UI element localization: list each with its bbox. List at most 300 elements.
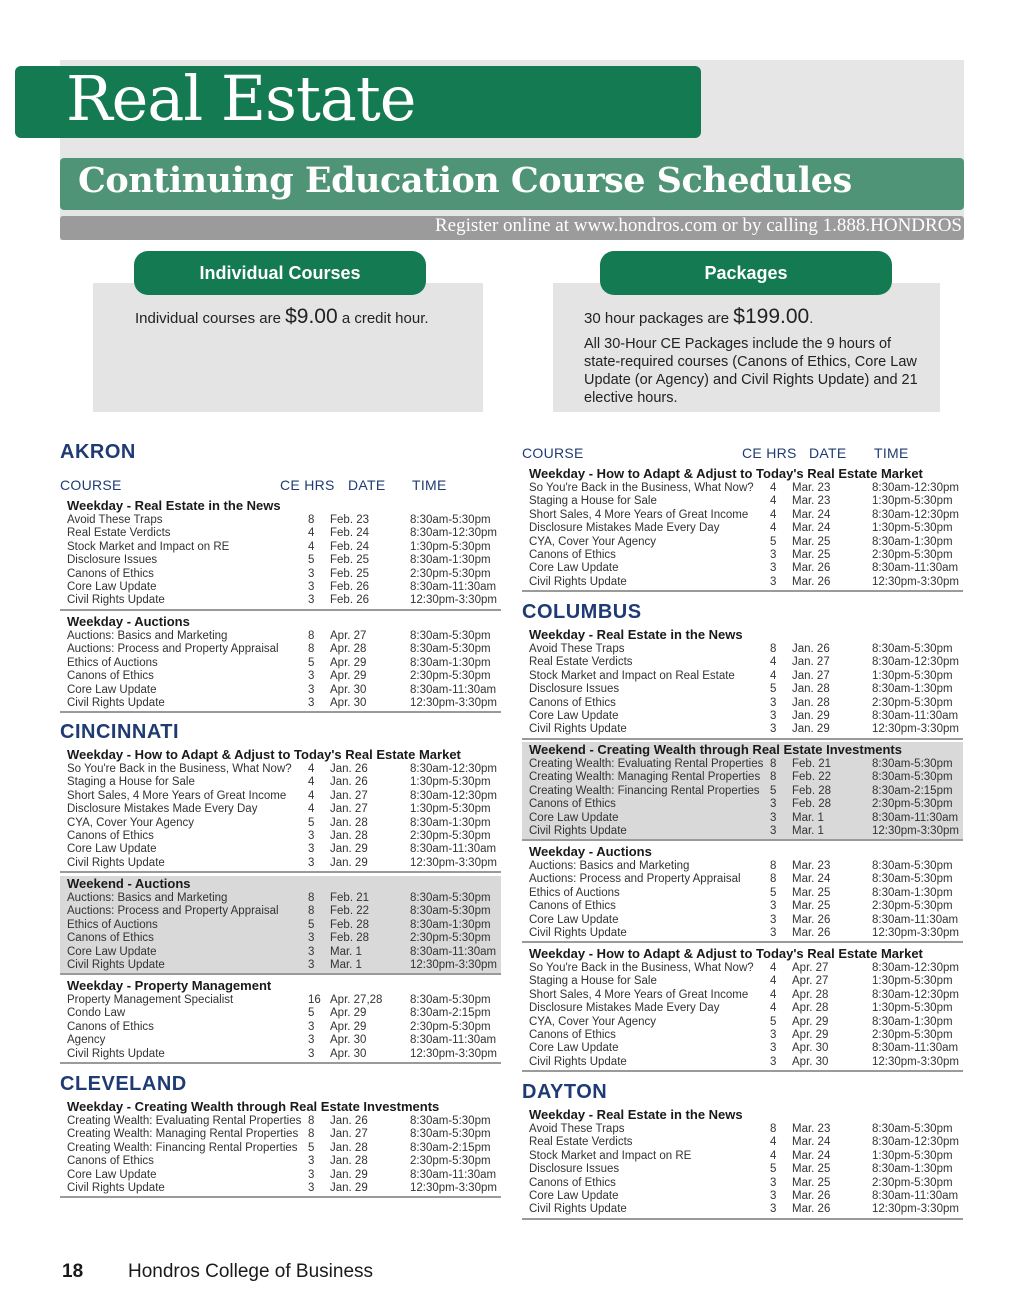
course-course: Canons of Ethics <box>67 670 154 683</box>
course-ce-hrs: 5 <box>308 816 315 829</box>
course-date: Feb. 21 <box>792 758 831 770</box>
course-date: Apr. 30 <box>330 1034 367 1047</box>
course-date: Feb. 26 <box>330 581 369 593</box>
course-course: Canons of Ethics <box>67 932 154 945</box>
course-row <box>60 763 501 776</box>
course-course: Ethics of Auctions <box>67 656 158 669</box>
course-block <box>522 742 963 841</box>
city-heading: COLUMBUS <box>522 601 642 623</box>
course-ce-hrs: 4 <box>308 527 315 540</box>
course-date: Jan. 28 <box>330 1155 368 1168</box>
course-date: Feb. 24 <box>330 540 369 553</box>
course-course: Core Law Update <box>67 1168 157 1181</box>
course-ce-hrs: 3 <box>770 1203 777 1216</box>
course-ce-hrs: 3 <box>770 562 777 575</box>
course-block-title: Weekday - Real Estate in the News <box>529 1107 743 1122</box>
city-heading: CLEVELAND <box>60 1073 187 1095</box>
course-course: Disclosure Mistakes Made Every Day <box>529 1002 720 1015</box>
course-row <box>522 771 963 784</box>
course-row <box>522 1029 963 1042</box>
column-header-ce-hrs: CE HRS <box>742 445 797 461</box>
course-time: 12:30pm-3:30pm <box>872 1203 959 1216</box>
course-course: Creating Wealth: Evaluating Rental Properties <box>67 1115 302 1127</box>
course-ce-hrs: 3 <box>770 549 777 561</box>
course-time: 2:30pm-5:30pm <box>872 549 953 561</box>
course-ce-hrs: 3 <box>308 1034 315 1047</box>
course-date: Jan. 29 <box>792 710 830 722</box>
course-row <box>522 798 963 811</box>
course-course: Avoid These Traps <box>67 514 163 526</box>
course-date: Apr. 28 <box>792 1002 829 1015</box>
course-course: Auctions: Basics and Marketing <box>67 630 228 642</box>
course-time: 8:30am-11:30am <box>872 811 959 824</box>
course-time: 8:30am-5:30pm <box>872 860 953 872</box>
course-ce-hrs: 4 <box>308 763 315 775</box>
course-ce-hrs: 4 <box>770 988 777 1001</box>
course-block <box>60 498 501 611</box>
course-ce-hrs: 4 <box>770 1149 777 1162</box>
course-row <box>522 697 963 710</box>
city-heading: DAYTON <box>522 1081 608 1103</box>
course-ce-hrs: 5 <box>308 918 315 931</box>
course-row <box>60 932 501 945</box>
course-date: Apr. 29 <box>792 1015 829 1028</box>
course-row <box>522 710 963 723</box>
course-row <box>60 697 501 710</box>
course-ce-hrs: 4 <box>770 522 777 535</box>
course-time: 1:30pm-5:30pm <box>872 975 953 988</box>
column-header-time: TIME <box>412 477 447 493</box>
course-date: Apr. 27 <box>792 962 829 974</box>
packages-price-post: . <box>809 310 814 327</box>
course-date: Jan. 28 <box>792 696 830 709</box>
column-header-date: DATE <box>809 445 847 461</box>
course-ce-hrs: 3 <box>308 594 315 607</box>
course-course: Core Law Update <box>529 913 619 926</box>
course-course: Stock Market and Impact on Real Estate <box>529 669 735 682</box>
course-row <box>60 817 501 830</box>
individual-price-line <box>135 305 429 329</box>
individual-courses-heading: Individual Courses <box>134 251 426 295</box>
course-row <box>522 1056 963 1069</box>
course-block-title: Weekday - Creating Wealth through Real Estate Investments <box>67 1099 440 1114</box>
course-date: Apr. 30 <box>792 1055 829 1068</box>
course-time: 1:30pm-5:30pm <box>410 540 491 553</box>
course-row <box>522 1016 963 1029</box>
course-ce-hrs: 3 <box>308 1047 315 1060</box>
course-ce-hrs: 8 <box>770 860 777 872</box>
packages-price-pre: 30 hour packages are <box>584 310 734 327</box>
course-row <box>522 683 963 696</box>
course-row <box>522 825 963 838</box>
course-date: Mar. 25 <box>792 1176 831 1189</box>
course-time: 8:30am-5:30pm <box>872 643 953 655</box>
course-date: Feb. 26 <box>330 594 369 607</box>
course-course: Short Sales, 4 More Years of Great Income <box>529 988 749 1001</box>
course-ce-hrs: 8 <box>770 873 777 886</box>
course-ce-hrs: 3 <box>308 697 315 709</box>
course-time: 8:30am-5:30pm <box>872 758 953 770</box>
course-date: Mar. 24 <box>792 508 831 521</box>
course-date: Mar. 24 <box>792 1149 831 1162</box>
course-ce-hrs: 3 <box>770 798 777 811</box>
course-row <box>60 803 501 816</box>
course-time: 8:30am-5:30pm <box>410 892 491 904</box>
course-row <box>522 576 963 589</box>
course-row <box>522 812 963 825</box>
course-ce-hrs: 8 <box>770 1123 777 1135</box>
course-time: 8:30am-1:30pm <box>872 886 953 899</box>
course-ce-hrs: 3 <box>308 856 315 869</box>
course-ce-hrs: 3 <box>308 959 315 971</box>
course-ce-hrs: 3 <box>770 927 777 939</box>
course-ce-hrs: 5 <box>770 1015 777 1028</box>
course-course: Civil Rights Update <box>67 856 165 869</box>
course-time: 8:30am-1:30pm <box>410 918 491 931</box>
course-date: Jan. 27 <box>792 669 830 682</box>
course-time: 8:30am-11:30am <box>410 945 497 958</box>
course-time: 8:30am-11:30am <box>410 1034 497 1047</box>
course-date: Apr. 29 <box>792 1029 829 1041</box>
course-time: 8:30am-11:30am <box>872 710 959 722</box>
course-block <box>60 747 501 873</box>
course-ce-hrs: 3 <box>308 945 315 958</box>
course-date: Jan. 28 <box>330 1141 368 1154</box>
course-row <box>60 514 501 527</box>
course-date: Mar. 23 <box>792 482 831 494</box>
course-course: Core Law Update <box>529 562 619 575</box>
course-ce-hrs: 5 <box>770 535 777 548</box>
course-row <box>60 568 501 581</box>
course-time: 2:30pm-5:30pm <box>410 1155 491 1168</box>
course-date: Feb. 28 <box>792 784 831 797</box>
course-row <box>60 527 501 540</box>
packages-price: $199.00 <box>733 305 810 328</box>
course-row <box>60 630 501 643</box>
course-row <box>60 1115 501 1128</box>
course-date: Mar. 26 <box>792 913 831 926</box>
course-course: Civil Rights Update <box>67 1047 165 1060</box>
course-block-title: Weekday - Real Estate in the News <box>67 498 281 513</box>
course-time: 8:30am-5:30pm <box>410 994 491 1006</box>
course-time: 12:30pm-3:30pm <box>410 959 497 971</box>
course-course: Auctions: Process and Property Appraisal <box>67 643 279 656</box>
course-time: 1:30pm-5:30pm <box>410 803 491 816</box>
course-date: Jan. 28 <box>330 816 368 829</box>
course-date: Jan. 28 <box>330 830 368 842</box>
course-time: 2:30pm-5:30pm <box>410 670 491 683</box>
course-row <box>522 1136 963 1149</box>
course-ce-hrs: 4 <box>308 803 315 816</box>
course-course: Core Law Update <box>67 843 157 856</box>
course-date: Mar. 1 <box>792 825 824 837</box>
course-date: Feb. 25 <box>330 554 369 567</box>
course-ce-hrs: 5 <box>770 784 777 797</box>
course-course: Creating Wealth: Managing Rental Properties <box>529 771 761 784</box>
course-time: 8:30am-5:30pm <box>410 905 491 918</box>
course-row <box>60 1142 501 1155</box>
course-ce-hrs: 3 <box>770 1055 777 1068</box>
course-time: 8:30am-11:30am <box>872 562 959 575</box>
course-date: Apr. 30 <box>330 683 367 696</box>
course-course: Canons of Ethics <box>67 830 154 842</box>
course-ce-hrs: 3 <box>308 670 315 683</box>
course-row <box>522 723 963 736</box>
course-row <box>522 1150 963 1163</box>
course-course: Canons of Ethics <box>529 549 616 561</box>
course-time: 8:30am-12:30pm <box>872 508 959 521</box>
course-course: Civil Rights Update <box>529 927 627 939</box>
course-time: 8:30am-1:30pm <box>872 1015 953 1028</box>
course-course: Stock Market and Impact on RE <box>67 540 230 553</box>
course-row <box>60 1155 501 1168</box>
course-course: Civil Rights Update <box>529 1055 627 1068</box>
course-ce-hrs: 8 <box>308 514 315 526</box>
course-course: Condo Law <box>67 1007 126 1020</box>
course-date: Jan. 27 <box>330 803 368 816</box>
course-ce-hrs: 8 <box>308 643 315 656</box>
course-course: CYA, Cover Your Agency <box>529 1015 656 1028</box>
course-course: Disclosure Issues <box>529 1163 620 1176</box>
course-ce-hrs: 4 <box>770 656 777 669</box>
course-block-title: Weekday - Auctions <box>67 614 190 629</box>
course-row <box>60 684 501 697</box>
course-course: Core Law Update <box>67 945 157 958</box>
course-course: Creating Wealth: Evaluating Rental Properties <box>529 758 764 770</box>
course-time: 8:30am-12:30pm <box>410 763 497 775</box>
course-row <box>522 643 963 656</box>
course-ce-hrs: 4 <box>770 669 777 682</box>
course-ce-hrs: 5 <box>308 554 315 567</box>
course-course: Real Estate Verdicts <box>529 656 633 669</box>
course-ce-hrs: 4 <box>308 776 315 789</box>
course-row <box>522 1002 963 1015</box>
course-ce-hrs: 3 <box>770 1176 777 1189</box>
course-date: Mar. 23 <box>792 495 831 508</box>
course-time: 8:30am-12:30pm <box>872 656 959 669</box>
course-ce-hrs: 4 <box>770 508 777 521</box>
course-course: Core Law Update <box>529 811 619 824</box>
course-row <box>522 758 963 771</box>
course-course: CYA, Cover Your Agency <box>529 535 656 548</box>
column-header-time: TIME <box>874 445 909 461</box>
course-row <box>522 1123 963 1136</box>
course-block <box>60 876 501 975</box>
course-row <box>522 887 963 900</box>
course-ce-hrs: 4 <box>308 789 315 802</box>
course-time: 2:30pm-5:30pm <box>872 696 953 709</box>
course-date: Jan. 27 <box>330 1128 368 1141</box>
course-ce-hrs: 3 <box>770 1029 777 1041</box>
course-ce-hrs: 8 <box>770 643 777 655</box>
course-date: Mar. 25 <box>792 535 831 548</box>
course-row <box>522 975 963 988</box>
course-date: Feb. 28 <box>330 932 369 945</box>
course-course: Ethics of Auctions <box>529 886 620 899</box>
course-ce-hrs: 3 <box>770 696 777 709</box>
course-ce-hrs: 5 <box>308 1141 315 1154</box>
register-info: Register online at www.hondros.com or by calling 1.888.HONDROS <box>434 215 962 236</box>
course-row <box>60 790 501 803</box>
course-course: Core Law Update <box>529 710 619 722</box>
course-ce-hrs: 5 <box>308 1007 315 1020</box>
course-ce-hrs: 4 <box>770 1136 777 1149</box>
course-date: Mar. 26 <box>792 575 831 588</box>
course-ce-hrs: 3 <box>308 830 315 842</box>
course-date: Mar. 24 <box>792 1136 831 1149</box>
course-course: Civil Rights Update <box>529 825 627 837</box>
course-date: Feb. 23 <box>330 514 369 526</box>
course-row <box>522 670 963 683</box>
course-date: Jan. 26 <box>330 776 368 789</box>
course-time: 12:30pm-3:30pm <box>872 723 959 736</box>
course-date: Apr. 29 <box>330 1007 367 1020</box>
course-time: 1:30pm-5:30pm <box>410 776 491 789</box>
course-time: 8:30am-5:30pm <box>410 514 491 526</box>
course-row <box>522 1177 963 1190</box>
course-date: Apr. 29 <box>330 670 367 683</box>
course-date: Jan. 26 <box>792 643 830 655</box>
course-date: Jan. 26 <box>330 1115 368 1127</box>
course-block-title: Weekday - Property Management <box>67 978 272 993</box>
course-ce-hrs: 4 <box>770 975 777 988</box>
column-header-course: COURSE <box>522 445 584 461</box>
course-row <box>522 989 963 1002</box>
course-row <box>522 1190 963 1203</box>
course-ce-hrs: 3 <box>770 811 777 824</box>
course-course: Canons of Ethics <box>67 567 154 580</box>
course-time: 8:30am-5:30pm <box>410 630 491 642</box>
course-row <box>60 776 501 789</box>
course-date: Apr. 27 <box>330 630 367 642</box>
course-time: 8:30am-5:30pm <box>410 1115 491 1127</box>
course-course: Disclosure Issues <box>529 683 620 696</box>
course-row <box>60 554 501 567</box>
course-ce-hrs: 5 <box>770 886 777 899</box>
course-row <box>522 1203 963 1216</box>
course-ce-hrs: 3 <box>770 1042 777 1055</box>
course-row <box>60 670 501 683</box>
course-time: 8:30am-11:30am <box>410 843 497 856</box>
course-date: Apr. 29 <box>330 1020 367 1033</box>
course-row <box>522 522 963 535</box>
course-time: 1:30pm-5:30pm <box>872 669 953 682</box>
course-date: Mar. 25 <box>792 549 831 561</box>
course-ce-hrs: 3 <box>308 1020 315 1033</box>
course-course: Auctions: Basics and Marketing <box>67 892 228 904</box>
course-ce-hrs: 3 <box>308 843 315 856</box>
course-time: 8:30am-5:30pm <box>872 873 953 886</box>
course-row <box>60 994 501 1007</box>
course-time: 2:30pm-5:30pm <box>410 1020 491 1033</box>
course-row <box>60 657 501 670</box>
course-course: Auctions: Basics and Marketing <box>529 860 690 872</box>
course-course: Agency <box>67 1034 106 1047</box>
course-time: 8:30am-2:15pm <box>410 1141 491 1154</box>
course-block <box>522 627 963 740</box>
course-time: 8:30am-1:30pm <box>872 535 953 548</box>
course-ce-hrs: 3 <box>308 1182 315 1194</box>
packages-description: All 30-Hour CE Packages include the 9 hours of state-required courses (Canons of Ethics, Core Law Update (or Agency) and Civil Rights Update) and 21 elective hours. <box>584 336 918 406</box>
course-row <box>60 946 501 959</box>
course-date: Mar. 25 <box>792 1163 831 1176</box>
course-date: Apr. 27,28 <box>330 994 383 1006</box>
course-course: Canons of Ethics <box>529 1029 616 1041</box>
course-time: 8:30am-1:30pm <box>410 554 491 567</box>
course-course: Short Sales, 4 More Years of Great Income <box>529 508 749 521</box>
course-time: 2:30pm-5:30pm <box>872 1029 953 1041</box>
course-date: Mar. 23 <box>792 1123 831 1135</box>
course-ce-hrs: 3 <box>770 913 777 926</box>
course-row <box>60 905 501 918</box>
packages-heading: Packages <box>600 251 892 295</box>
course-course: Avoid These Traps <box>529 643 625 655</box>
course-ce-hrs: 16 <box>308 994 321 1006</box>
course-date: Apr. 28 <box>792 988 829 1001</box>
course-row <box>60 1007 501 1020</box>
column-header-ce-hrs: CE HRS <box>280 477 335 493</box>
course-time: 12:30pm-3:30pm <box>410 1047 497 1060</box>
course-time: 1:30pm-5:30pm <box>872 495 953 508</box>
page-subtitle: Continuing Education Course Schedules <box>78 160 852 201</box>
course-time: 8:30am-1:30pm <box>872 683 953 696</box>
course-row <box>522 1042 963 1055</box>
course-date: Jan. 28 <box>792 683 830 696</box>
course-course: Disclosure Mistakes Made Every Day <box>529 522 720 535</box>
course-course: Canons of Ethics <box>67 1155 154 1168</box>
course-date: Jan. 27 <box>792 656 830 669</box>
course-time: 8:30am-2:15pm <box>410 1007 491 1020</box>
column-header-row <box>60 477 501 493</box>
course-row <box>60 1034 501 1047</box>
course-date: Feb. 22 <box>330 905 369 918</box>
course-date: Mar. 26 <box>792 562 831 575</box>
course-course: Disclosure Mistakes Made Every Day <box>67 803 258 816</box>
course-date: Mar. 26 <box>792 1203 831 1216</box>
course-course: Ethics of Auctions <box>67 918 158 931</box>
course-row <box>522 536 963 549</box>
course-row <box>60 843 501 856</box>
course-course: So You're Back in the Business, What Now? <box>67 763 292 775</box>
course-time: 8:30am-12:30pm <box>872 482 959 494</box>
course-course: Canons of Ethics <box>529 696 616 709</box>
course-ce-hrs: 8 <box>308 892 315 904</box>
course-time: 8:30am-11:30am <box>410 581 497 593</box>
course-row <box>60 1182 501 1195</box>
course-time: 12:30pm-3:30pm <box>410 594 497 607</box>
individual-price-pre: Individual courses are <box>135 310 286 327</box>
course-row <box>60 643 501 656</box>
course-block-title: Weekday - Auctions <box>529 844 652 859</box>
course-course: Canons of Ethics <box>529 798 616 811</box>
course-ce-hrs: 3 <box>308 683 315 696</box>
course-row <box>60 541 501 554</box>
course-course: So You're Back in the Business, What Now? <box>529 482 754 494</box>
course-block <box>522 844 963 943</box>
course-time: 8:30am-11:30am <box>872 1190 959 1202</box>
course-row <box>522 656 963 669</box>
course-ce-hrs: 3 <box>308 567 315 580</box>
course-course: Civil Rights Update <box>67 697 165 709</box>
course-date: Feb. 24 <box>330 527 369 540</box>
course-time: 8:30am-12:30pm <box>872 962 959 974</box>
course-block-title: Weekend - Creating Wealth through Real Estate Investments <box>529 742 902 757</box>
course-course: Staging a House for Sale <box>529 495 657 508</box>
course-course: Real Estate Verdicts <box>67 527 171 540</box>
course-course: Creating Wealth: Financing Rental Properties <box>529 784 760 797</box>
course-block <box>522 946 963 1072</box>
course-ce-hrs: 8 <box>308 905 315 918</box>
